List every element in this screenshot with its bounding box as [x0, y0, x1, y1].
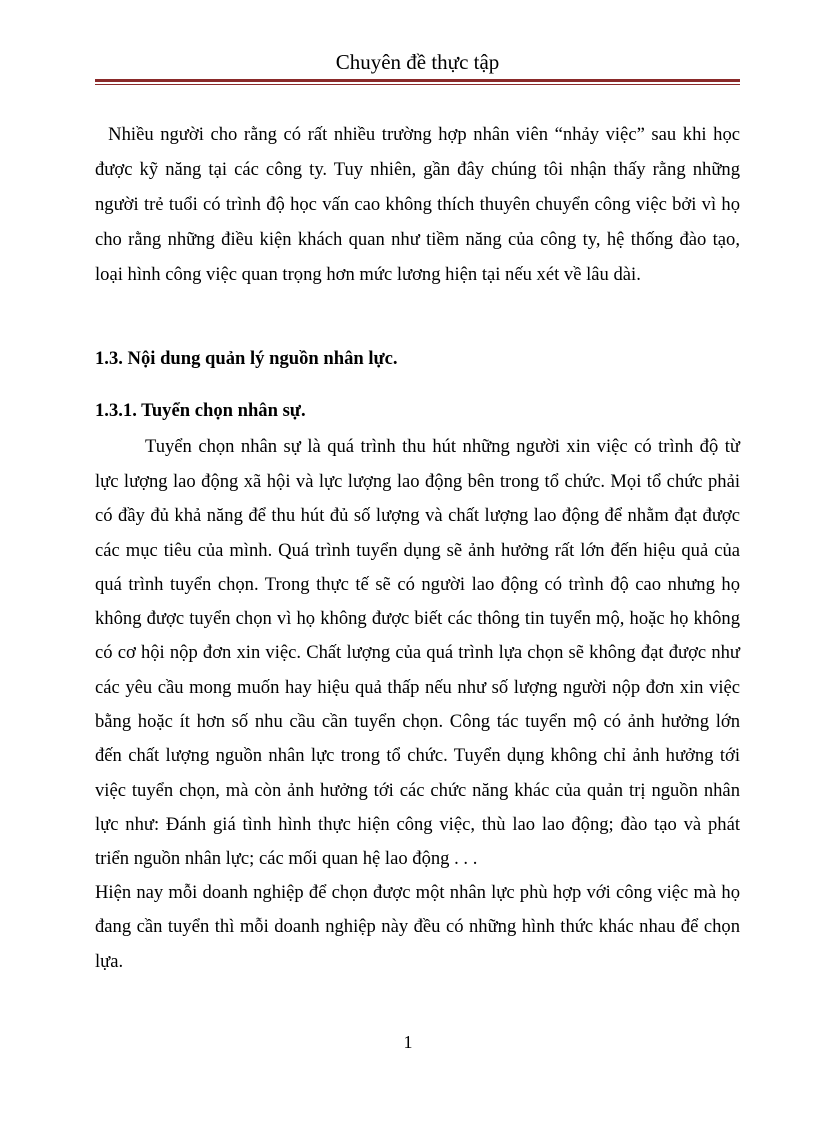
intro-line: cho rằng những điều kiện khách quan như tiềm năng của công ty, hệ thống đào tạo,: [95, 229, 740, 250]
body-line: lực như: Đánh giá tình hình thực hiện công việc, thù lao lao động; đào tạo và phát: [95, 814, 740, 835]
closing-line: đang cần tuyển thì mỗi doanh nghiệp này đều có những hình thức khác nhau để chọn: [95, 916, 740, 937]
body-line: lực lượng lao động xã hội và lực lượng lao động bên trong tổ chức. Mọi tổ chức phải: [95, 471, 740, 492]
page-header-title: Chuyên đề thực tập: [335, 50, 500, 74]
section-heading: 1.3. Nội dung quản lý nguồn nhân lực.: [95, 348, 398, 369]
closing-line: lựa.: [95, 951, 124, 972]
header-rule-thick: [95, 79, 740, 82]
subsection-heading: 1.3.1. Tuyển chọn nhân sự.: [95, 400, 306, 421]
body-line: Tuyển chọn nhân sự là quá trình thu hút những người xin việc có trình độ từ: [145, 436, 740, 457]
body-line: bằng hoặc ít hơn số nhu cầu cần tuyển chọn. Công tác tuyển mộ có ảnh hưởng lớn: [95, 711, 740, 732]
body-line: việc tuyển chọn, mà còn ảnh hưởng tới các chức năng khác của quản trị nguồn nhân: [95, 780, 740, 801]
intro-line: người trẻ tuổi có trình độ học vấn cao không thích thuyên chuyển công việc bởi vì họ: [95, 194, 740, 215]
body-line: có đầy đủ khả năng để thu hút đủ số lượng và chất lượng lao động để nhằm đạt được: [95, 505, 740, 526]
body-line: các mục tiêu của mình. Quá trình tuyển dụng sẽ ảnh hưởng rất lớn đến hiệu quả của: [95, 540, 740, 561]
page-number: 1: [403, 1032, 413, 1052]
body-line: có cơ hội nộp đơn xin việc. Chất lượng của quá trình lựa chọn sẽ không đạt được như: [95, 642, 740, 663]
body-line: triển nguồn nhân lực; các mối quan hệ lao động . . .: [95, 848, 478, 869]
body-line: quá trình tuyển chọn. Trong thực tế sẽ có người lao động có trình độ cao nhưng họ: [95, 574, 740, 595]
intro-line: loại hình công việc quan trọng hơn mức lương hiện tại nếu xét về lâu dài.: [95, 264, 641, 285]
header-rule-thin: [95, 84, 740, 85]
intro-line: được kỹ năng tại các công ty. Tuy nhiên, gần đây chúng tôi nhận thấy rằng những: [95, 159, 740, 180]
body-line: đến chất lượng nguồn nhân lực trong tổ chức. Tuyển dụng không chỉ ảnh hưởng tới: [95, 745, 740, 766]
intro-line: Nhiều người cho rằng có rất nhiều trường hợp nhân viên “nhảy việc” sau khi học: [95, 124, 740, 145]
closing-line: Hiện nay mỗi doanh nghiệp để chọn được một nhân lực phù hợp với công việc mà họ: [95, 882, 740, 903]
body-line: không được tuyển chọn vì họ không được biết các thông tin tuyển mộ, hoặc họ không: [95, 608, 740, 629]
body-line: các yêu cầu mong muốn hay hiệu quả thấp nếu như số lượng người nộp đơn xin việc: [95, 677, 740, 698]
